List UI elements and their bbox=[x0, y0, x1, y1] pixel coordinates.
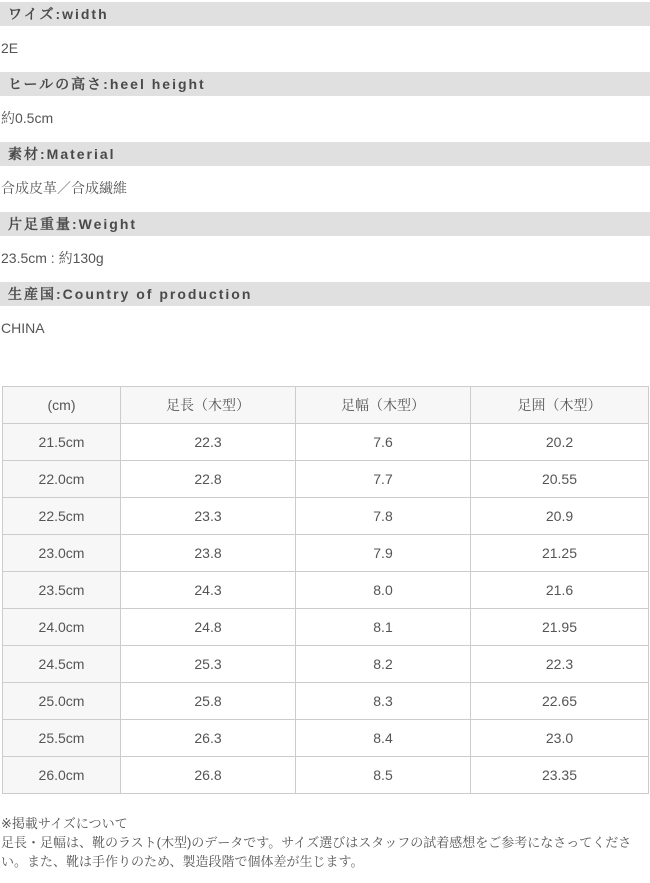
spec-header-country: 生産国:Country of production bbox=[0, 282, 650, 306]
size-table-row bbox=[3, 424, 649, 461]
size-table-cell: 25.8 bbox=[121, 683, 296, 720]
size-table-cell: 7.6 bbox=[296, 424, 471, 461]
spec-header-heel-height: ヒールの高さ:heel height bbox=[0, 72, 650, 96]
size-table-header-row bbox=[3, 387, 649, 424]
spec-value-material: 合成皮革／合成繊維 bbox=[1, 180, 127, 196]
size-table-row bbox=[3, 498, 649, 535]
size-table bbox=[2, 386, 649, 794]
size-table-cell: 8.1 bbox=[296, 609, 471, 646]
size-table-row bbox=[3, 646, 649, 683]
spec-value-width: 2E bbox=[1, 40, 19, 56]
size-table-cell: 8.5 bbox=[296, 757, 471, 794]
size-table-cell: 26.3 bbox=[121, 720, 296, 757]
size-table-cell: 22.3 bbox=[121, 424, 296, 461]
size-table-cell: 23.0 bbox=[471, 720, 649, 757]
size-table-cell: 25.3 bbox=[121, 646, 296, 683]
size-table-row bbox=[3, 609, 649, 646]
size-table-cell: 20.55 bbox=[471, 461, 649, 498]
spec-section-material bbox=[0, 142, 650, 212]
size-table-size-cell: 26.0cm bbox=[3, 757, 121, 794]
size-table-cell: 8.4 bbox=[296, 720, 471, 757]
spec-value-heel-height: 約0.5cm bbox=[1, 110, 54, 126]
size-table-size-cell: 23.5cm bbox=[3, 572, 121, 609]
size-table-row bbox=[3, 535, 649, 572]
size-table-cell: 26.8 bbox=[121, 757, 296, 794]
size-table-cell: 24.3 bbox=[121, 572, 296, 609]
spec-header-weight: 片足重量:Weight bbox=[0, 212, 650, 236]
size-table-cell: 7.8 bbox=[296, 498, 471, 535]
size-notes-body: 足長・足幅は、靴のラスト(木型)のデータです。サイズ選びはスタッフの試着感想をご参考になさってください。また、靴は手作りのため、製造段階で個体差が生じます。 bbox=[1, 835, 632, 869]
size-table-row bbox=[3, 572, 649, 609]
size-table-size-cell: 22.0cm bbox=[3, 461, 121, 498]
size-notes bbox=[1, 814, 650, 871]
spec-section-width bbox=[0, 2, 650, 72]
spec-value-weight: 23.5cm : 約130g bbox=[1, 250, 104, 266]
size-table-size-cell: 24.5cm bbox=[3, 646, 121, 683]
size-table-row bbox=[3, 683, 649, 720]
size-table-cell: 21.6 bbox=[471, 572, 649, 609]
spec-header-material: 素材:Material bbox=[0, 142, 650, 166]
spec-section-heel-height bbox=[0, 72, 650, 142]
size-table-size-cell: 22.5cm bbox=[3, 498, 121, 535]
size-table-row bbox=[3, 461, 649, 498]
size-table-cell: 21.95 bbox=[471, 609, 649, 646]
size-table-body bbox=[3, 424, 649, 794]
size-notes-title: ※掲載サイズについて bbox=[1, 816, 128, 831]
size-table-row bbox=[3, 720, 649, 757]
size-table-cell: 8.2 bbox=[296, 646, 471, 683]
size-table-size-cell: 21.5cm bbox=[3, 424, 121, 461]
size-table-cell: 20.9 bbox=[471, 498, 649, 535]
size-table-cell: 23.35 bbox=[471, 757, 649, 794]
size-table-row bbox=[3, 757, 649, 794]
spec-header-width: ワイズ:width bbox=[0, 2, 650, 26]
spec-section-weight bbox=[0, 212, 650, 282]
size-table-header-cell: 足囲（木型） bbox=[471, 387, 649, 424]
size-table-cell: 8.0 bbox=[296, 572, 471, 609]
size-table-cell: 22.3 bbox=[471, 646, 649, 683]
size-table-size-cell: 23.0cm bbox=[3, 535, 121, 572]
size-table-header-cell: 足幅（木型） bbox=[296, 387, 471, 424]
size-table-cell: 22.8 bbox=[121, 461, 296, 498]
size-table-cell: 7.9 bbox=[296, 535, 471, 572]
size-table-header-cell: 足長（木型） bbox=[121, 387, 296, 424]
size-table-size-cell: 25.5cm bbox=[3, 720, 121, 757]
size-table-cell: 8.3 bbox=[296, 683, 471, 720]
size-table-cell: 21.25 bbox=[471, 535, 649, 572]
spec-value-country: CHINA bbox=[1, 320, 45, 336]
spec-section-country bbox=[0, 282, 650, 352]
size-table-cell: 24.8 bbox=[121, 609, 296, 646]
size-table-cell: 20.2 bbox=[471, 424, 649, 461]
size-table-header-cell: (cm) bbox=[3, 387, 121, 424]
size-table-cell: 22.65 bbox=[471, 683, 649, 720]
size-table-size-cell: 24.0cm bbox=[3, 609, 121, 646]
size-table-size-cell: 25.0cm bbox=[3, 683, 121, 720]
size-table-cell: 7.7 bbox=[296, 461, 471, 498]
size-table-cell: 23.8 bbox=[121, 535, 296, 572]
size-table-cell: 23.3 bbox=[121, 498, 296, 535]
